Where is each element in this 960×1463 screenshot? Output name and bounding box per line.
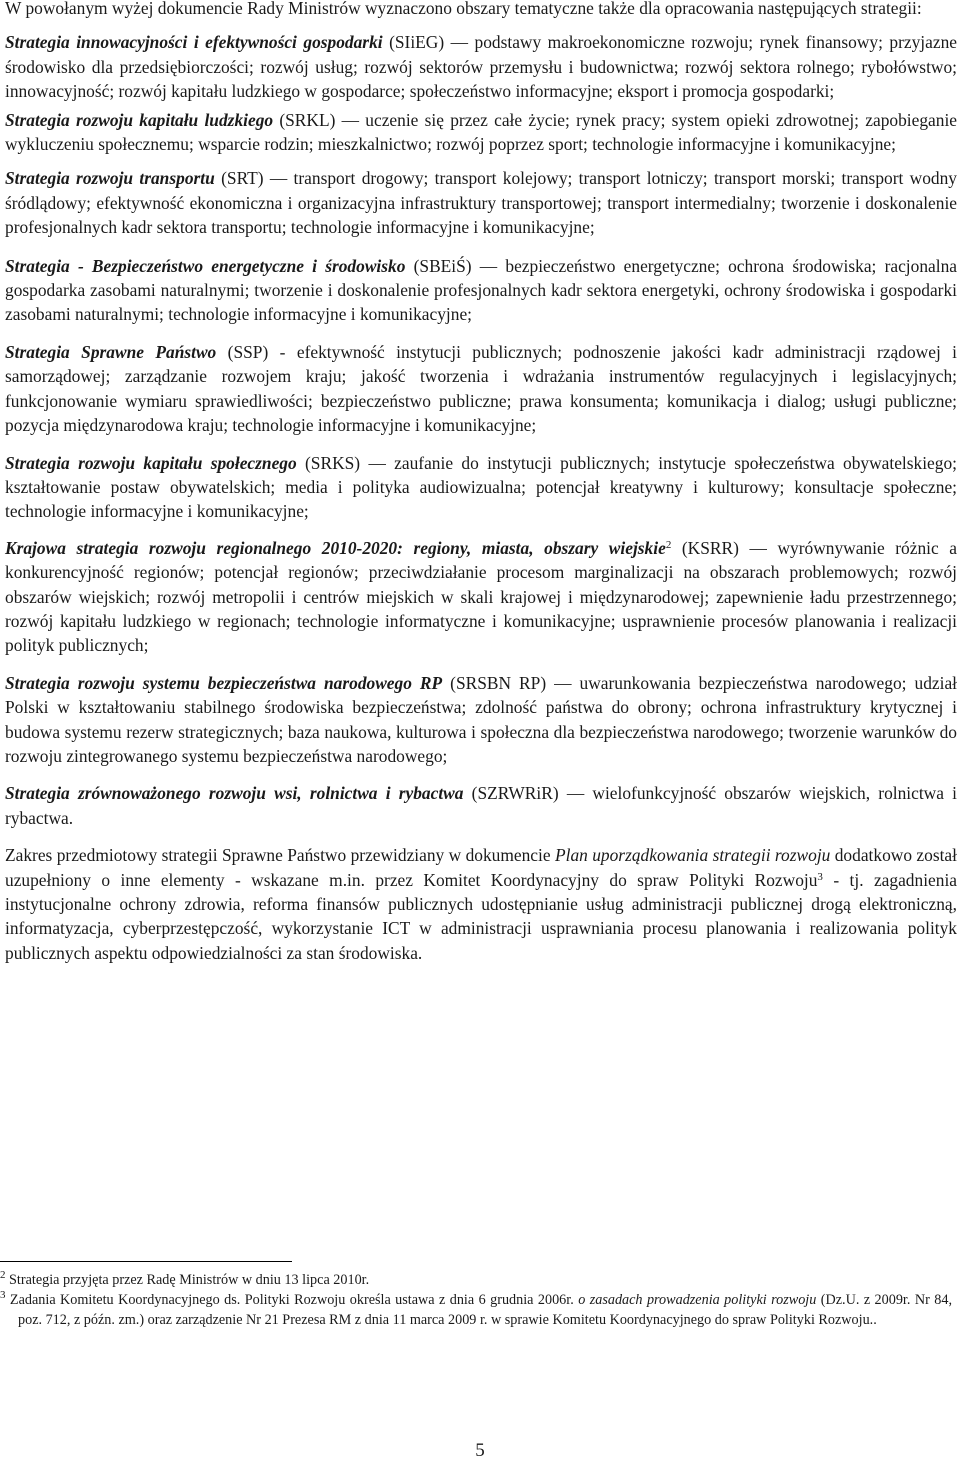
strategy-srsbn [5, 671, 957, 769]
strategy-sbeis [5, 254, 957, 327]
strategy-abbr: (KSRR) [671, 537, 739, 558]
strategy-abbr: (SIiEG) [382, 32, 445, 53]
strategy-title: Krajowa strategia rozwoju regionalnego 2010-2020: regiony, miasta, obszary wiejskie [5, 537, 666, 558]
strategy-srks [5, 451, 957, 524]
page-number: 5 [475, 1440, 485, 1461]
footnote-ref[interactable]: 3 [817, 870, 823, 883]
strategy-szrwrir [5, 781, 957, 830]
strategy-title: Strategia - Bezpieczeństwo energetyczne i środowisko [5, 255, 406, 276]
footnote-italic: o zasadach prowadzenia polityki rozwoju [578, 1292, 817, 1308]
document-title: Plan uporządkowania strategii rozwoju [554, 845, 831, 866]
strategy-siieg [5, 30, 957, 103]
footnote-3 [0, 1290, 952, 1330]
footnote-ref[interactable]: 2 [665, 538, 672, 551]
strategy-title: Strategia rozwoju kapitału ludzkiego [5, 109, 274, 130]
footnote-2 [0, 1270, 952, 1290]
footnote-divider [0, 1261, 292, 1262]
strategy-srkl [5, 108, 957, 157]
strategy-body: - efektywność instytucji publicznych; podnoszenie jakości kadr administracji rządowej i samorządowej; zarządzanie rozwojem kraju; jakość tworzenia i wdrażania instrumentów regulacyjnych i legislacyjnych; funkcjonowanie wymiaru sprawiedliwości; bezpieczeństwo publiczne; prawa konsumenta; komunikacja i dialog; usługi publiczne; pozycja międzynarodowa kraju; technologie informacyjne i komunikacyjne; [5, 341, 958, 436]
strategy-srt [5, 166, 957, 239]
strategy-abbr: (SBEiŚ) [405, 255, 472, 276]
strategy-body: ― uczenie się przez całe życie; rynek pracy; system opieki zdrowotnej; zapobieganie wykluczeniu społecznemu; wsparcie rodzin; mieszkalnictwo; rozwój poprzez sport; technologie informacyjne i komunikacyjne; [5, 109, 957, 155]
footnote-mark: 3 [0, 1289, 6, 1301]
strategy-abbr: (SRKL) [273, 109, 336, 130]
footnote-text: (Dz.U. z 2009r. Nr 84, poz. 712, z późn. zm.) oraz zarządzenie Nr 21 Prezesa RM z dnia 11 marca 2009 r. w sprawie Komitetu Koordynacyjnego do spraw Polityki Rozwoju.. [18, 1292, 952, 1328]
footnote-mark: 2 [0, 1269, 6, 1281]
strategy-body: ― bezpieczeństwo energetyczne; ochrona środowiska; racjonalna gospodarka zasobami naturalnymi; tworzenie i doskonalenie profesjonalnych kadr sektora energetyki, ochrony środowiska i gospodarki zasobami naturalnymi; technologie informacyjne i komunikacyjne; [5, 255, 957, 325]
closing-text: - tj. zagadnienia instytucjonalne ochrony zdrowia, reforma finansów publicznych udostępnianie usług administracji publicznej drogą elektroniczną, informatyzacja, cyberprzestępczość, wykorzystanie ICT w administracji usprawniania procesu planowania i realizowania polityk publicznych aspektu odpowiedzialności za stan środowiska. [5, 869, 957, 963]
strategy-abbr: (SRKS) [296, 452, 361, 473]
strategy-body: ― wielofunkcyjność obszarów wiejskich, rolnictwa i rybactwa. [5, 783, 957, 828]
strategy-ssp [5, 340, 957, 438]
footnotes [0, 1270, 952, 1330]
strategy-body: ― podstawy makroekonomiczne rozwoju; rynek finansowy; przyjazne środowisko dla przedsiębiorczości; rozwój usług; rozwój sektorów przemysłu i budownictwa; rozwój sektora rolnego; rybołówstwo; innowacyjność; rozwój kapitału ludzkiego w gospodarce; społeczeństwo informacyjne; eksport i promocja gospodarki; [5, 32, 957, 102]
strategy-title: Strategia Sprawne Państwo [5, 341, 217, 362]
strategy-ksrr [5, 536, 957, 658]
strategy-title: Strategia innowacyjności i efektywności gospodarki [5, 32, 383, 53]
closing-text: dodatkowo został uzupełniony o inne elementy - wskazane m.in. przez Komitet Koordynacyjny do spraw Polityki Rozwoju [5, 845, 957, 890]
footnote-text: Zadania Komitetu Koordynacyjnego ds. Polityki Rozwoju określa ustawa z dnia 6 grudnia 2006r. [5, 1292, 579, 1308]
footnote-text: Strategia przyjęta przez Radę Ministrów w dniu 13 lipca 2010r. [5, 1272, 370, 1288]
closing-paragraph [5, 843, 957, 965]
strategy-body: ― uwarunkowania bezpieczeństwa narodowego; udział Polski w kształtowaniu stabilnego środowiska bezpieczeństwa; zdolność państwa do obrony; ochrona infrastruktury krytycznej i budowa systemu rezerw strategicznych; baza naukowa, kulturowa i społeczna dla bezpieczeństwa narodowego; tworzenie warunków do rozwoju zintegrowanego systemu bezpieczeństwa narodowego; [5, 672, 957, 766]
strategy-title: Strategia rozwoju systemu bezpieczeństwa narodowego RP [5, 672, 443, 693]
strategy-body: ― transport drogowy; transport kolejowy; transport lotniczy; transport morski; transport wodny śródlądowy; efektywność ekonomiczna i organizacyjna infrastruktury transportowej; transport intermedialny; tworzenie i doskonalenie profesjonalnych kadr sektora transportu; technologie informacyjne i komunikacyjne; [5, 168, 957, 238]
strategy-title: Strategia zrównoważonego rozwoju wsi, rolnictwa i rybactwa [5, 783, 464, 804]
strategy-body: ― zaufanie do instytucji publicznych; instytucje społeczeństwa obywatelskiego; kształtowanie postaw obywatelskich; media i polityka audiowizualna; potencjał kreatywny i kulturowy; konsultacje społeczne; technologie informacyjne i komunikacyjne; [5, 452, 957, 522]
intro-paragraph: W powołanym wyżej dokumencie Rady Ministrów wyznaczono obszary tematyczne także dla opracowania następujących strategii: [5, 0, 922, 18]
strategy-abbr: (SSP) [216, 341, 269, 362]
strategy-abbr: (SRT) [214, 168, 264, 189]
strategy-abbr: (SZRWRiR) [463, 783, 559, 804]
closing-text: Zakres przedmiotowy strategii Sprawne Państwo przewidziany w dokumencie [5, 845, 555, 866]
strategy-body: ― wyrównywanie różnic a konkurencyjność regionów; potencjał regionów; przeciwdziałanie procesom marginalizacji na obszarach problemowych; rozwój obszarów wiejskich; rozwój metropolii i centrów miejskich w skali krajowej i międzynarodowej; zapewnienie ładu przestrzennego; rozwój kapitału ludzkiego w regionach; technologie informatyczne i komunikacyjne; usprawnienie procesów planowania i realizacji polityk publicznych; [5, 537, 957, 656]
strategy-title: Strategia rozwoju transportu [5, 168, 215, 189]
page-content [5, 0, 957, 965]
strategy-abbr: (SRSBN RP) [442, 672, 547, 693]
strategy-title: Strategia rozwoju kapitału społecznego [5, 452, 297, 473]
